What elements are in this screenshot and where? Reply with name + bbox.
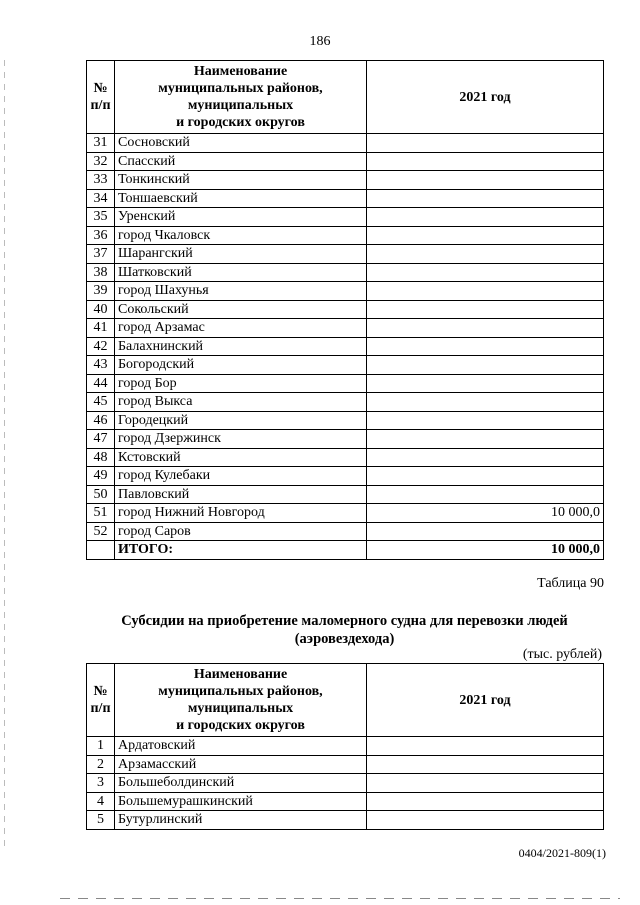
- table-row: [87, 811, 604, 830]
- row-value: [367, 485, 604, 504]
- row-number: 39: [87, 282, 115, 301]
- row-value: [367, 134, 604, 153]
- row-name: Сокольский: [115, 300, 367, 319]
- row-name: Уренский: [115, 208, 367, 227]
- units-label: (тыс. рублей): [522, 647, 602, 662]
- row-name: Тонкинский: [115, 171, 367, 190]
- table-row: [87, 522, 604, 541]
- table-row: [87, 774, 604, 793]
- row-value: [367, 522, 604, 541]
- header-year: 2021 год: [367, 61, 604, 134]
- row-value: [367, 245, 604, 264]
- row-number: 1: [87, 737, 115, 756]
- header-name: Наименование муниципальных районов, муниципальных и городских округов: [115, 61, 367, 134]
- table-number: Таблица 90: [537, 576, 604, 591]
- document-code: 0404/2021-809(1): [518, 846, 606, 860]
- row-value: [367, 171, 604, 190]
- row-name: Богородский: [115, 356, 367, 375]
- row-name: Спасский: [115, 152, 367, 171]
- row-number: 52: [87, 522, 115, 541]
- row-value: [367, 774, 604, 793]
- row-value: [367, 356, 604, 375]
- table-header-row: [87, 61, 604, 134]
- table-row: [87, 226, 604, 245]
- row-number: 33: [87, 171, 115, 190]
- row-value: 10 000,0: [367, 504, 604, 523]
- table-row: [87, 737, 604, 756]
- row-value: [367, 319, 604, 338]
- row-number: 47: [87, 430, 115, 449]
- header-number: № п/п: [87, 61, 115, 134]
- row-number: 38: [87, 263, 115, 282]
- row-value: [367, 448, 604, 467]
- row-name: Шатковский: [115, 263, 367, 282]
- row-value: [367, 374, 604, 393]
- row-number: 41: [87, 319, 115, 338]
- row-name: город Кулебаки: [115, 467, 367, 486]
- row-value: [367, 263, 604, 282]
- table-row: [87, 245, 604, 264]
- row-name: Городецкий: [115, 411, 367, 430]
- row-value: [367, 411, 604, 430]
- row-name: Сосновский: [115, 134, 367, 153]
- table-row: [87, 189, 604, 208]
- total-row: [87, 541, 604, 560]
- table-row: [87, 171, 604, 190]
- table-row: [87, 411, 604, 430]
- row-name: Ардатовский: [115, 737, 367, 756]
- row-name: Арзамасский: [115, 755, 367, 774]
- table-row: [87, 792, 604, 811]
- row-number: 31: [87, 134, 115, 153]
- row-name: город Саров: [115, 522, 367, 541]
- table-row: [87, 337, 604, 356]
- row-name: Балахнинский: [115, 337, 367, 356]
- table-row: [87, 208, 604, 227]
- table-row: [87, 356, 604, 375]
- table-row: [87, 282, 604, 301]
- row-number: 35: [87, 208, 115, 227]
- row-name: город Нижний Новгород: [115, 504, 367, 523]
- table-header-row: [87, 664, 604, 737]
- row-value: [367, 737, 604, 756]
- table-row: [87, 374, 604, 393]
- row-name: Большемурашкинский: [115, 792, 367, 811]
- row-number: 37: [87, 245, 115, 264]
- subsidy-table-2: [86, 663, 604, 830]
- row-number: 43: [87, 356, 115, 375]
- row-number: 36: [87, 226, 115, 245]
- table-row: [87, 263, 604, 282]
- table-row: [87, 430, 604, 449]
- row-name: Шарангский: [115, 245, 367, 264]
- row-number: 46: [87, 411, 115, 430]
- header-year: 2021 год: [367, 664, 604, 737]
- table-row: [87, 134, 604, 153]
- subsidy-table-1: [86, 60, 604, 560]
- table-row: [87, 300, 604, 319]
- row-value: [367, 811, 604, 830]
- row-value: [367, 152, 604, 171]
- row-value: [367, 282, 604, 301]
- row-number: 5: [87, 811, 115, 830]
- table-row: [87, 319, 604, 338]
- row-name: Большеболдинский: [115, 774, 367, 793]
- row-number: 45: [87, 393, 115, 412]
- row-name: город Шахунья: [115, 282, 367, 301]
- row-number: 34: [87, 189, 115, 208]
- table-title: Субсидии на приобретение маломерного судна для перевозки людей (аэровездехода): [121, 613, 568, 647]
- row-name: город Дзержинск: [115, 430, 367, 449]
- row-name: город Арзамас: [115, 319, 367, 338]
- table-row: [87, 467, 604, 486]
- scan-bottom-line: [60, 898, 620, 899]
- table-row: [87, 485, 604, 504]
- table-row: [87, 152, 604, 171]
- row-name: город Бор: [115, 374, 367, 393]
- row-name: Бутурлинский: [115, 811, 367, 830]
- row-number: 49: [87, 467, 115, 486]
- row-number: 4: [87, 792, 115, 811]
- page-number: 186: [309, 34, 331, 49]
- row-number: 50: [87, 485, 115, 504]
- row-value: [367, 755, 604, 774]
- header-number: № п/п: [87, 664, 115, 737]
- row-value: [367, 226, 604, 245]
- table-row: [87, 393, 604, 412]
- row-number: 44: [87, 374, 115, 393]
- row-name: Павловский: [115, 485, 367, 504]
- table-row: [87, 755, 604, 774]
- row-number: 42: [87, 337, 115, 356]
- row-value: [367, 208, 604, 227]
- row-number: 3: [87, 774, 115, 793]
- row-number: 51: [87, 504, 115, 523]
- table-row: [87, 448, 604, 467]
- row-value: [367, 393, 604, 412]
- row-value: [367, 467, 604, 486]
- row-value: [367, 300, 604, 319]
- row-number: 32: [87, 152, 115, 171]
- row-value: [367, 430, 604, 449]
- row-value: [367, 189, 604, 208]
- row-number: 48: [87, 448, 115, 467]
- total-label: ИТОГО:: [115, 541, 367, 560]
- row-value: [367, 337, 604, 356]
- scan-margin-line: [4, 60, 5, 850]
- row-name: город Чкаловск: [115, 226, 367, 245]
- total-number-cell: [87, 541, 115, 560]
- header-name: Наименование муниципальных районов, муниципальных и городских округов: [115, 664, 367, 737]
- row-number: 2: [87, 755, 115, 774]
- row-value: [367, 792, 604, 811]
- total-value: 10 000,0: [367, 541, 604, 560]
- row-name: город Выкса: [115, 393, 367, 412]
- table-row: [87, 504, 604, 523]
- row-name: Тоншаевский: [115, 189, 367, 208]
- row-name: Кстовский: [115, 448, 367, 467]
- row-number: 40: [87, 300, 115, 319]
